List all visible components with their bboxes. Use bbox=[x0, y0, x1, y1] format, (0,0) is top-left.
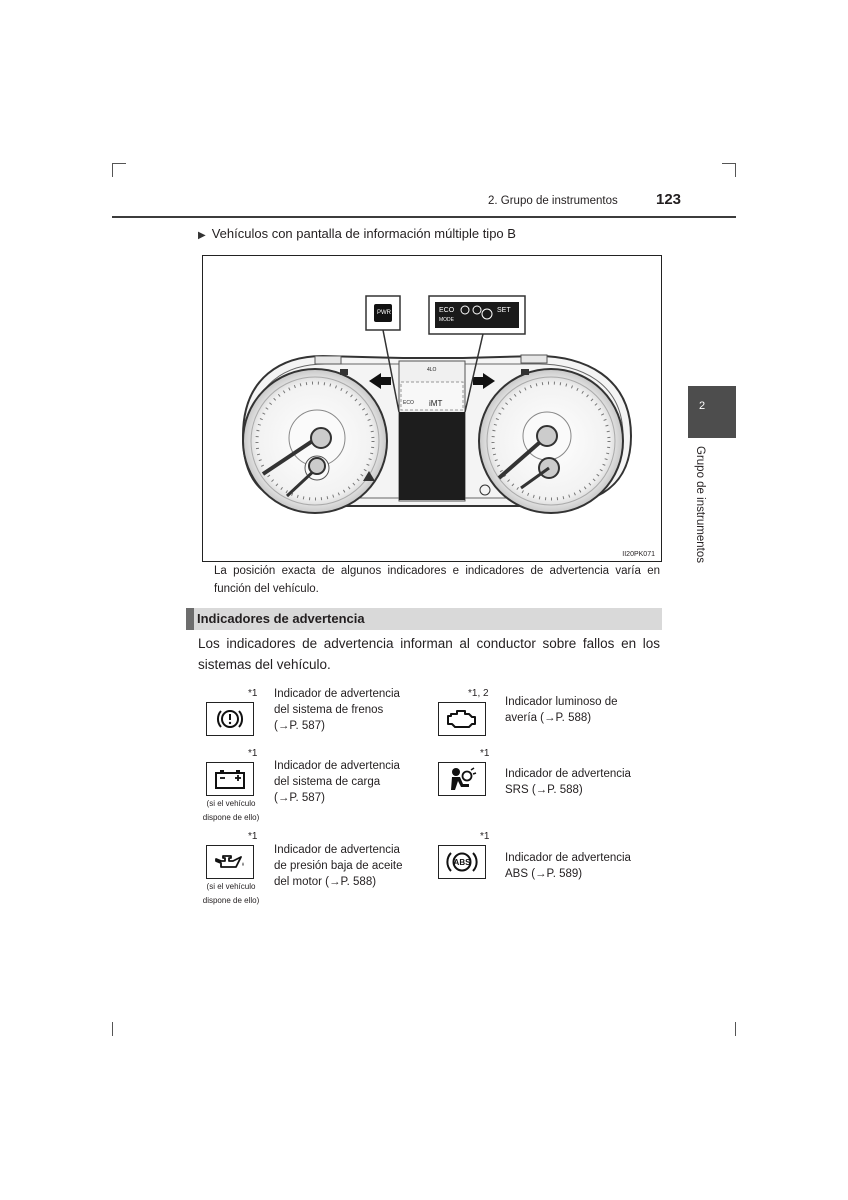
footnote-ref: *1 bbox=[248, 831, 258, 842]
mode-label: MODE bbox=[439, 317, 454, 323]
condition-note: (si el vehículo dispone de ello) bbox=[202, 882, 260, 905]
crop-mark bbox=[112, 163, 126, 164]
check-engine-box bbox=[438, 702, 486, 736]
footnote-ref: *1 bbox=[248, 748, 258, 759]
brake-warning-box bbox=[206, 702, 254, 736]
section-bar-edge bbox=[186, 608, 194, 630]
set-label: SET bbox=[497, 307, 511, 314]
header-rule bbox=[112, 216, 736, 218]
subheading: ▶ Vehículos con pantalla de información múltiple tipo B bbox=[198, 226, 516, 241]
chapter-number: 2 bbox=[698, 400, 706, 412]
indicator-text-brake: Indicador de advertencia del sistema de frenos (→P. 587) bbox=[274, 688, 400, 732]
abs-icon bbox=[445, 849, 479, 875]
oil-pressure-box bbox=[206, 845, 254, 879]
footnote-ref: *1 bbox=[248, 688, 258, 699]
brake-warning-icon bbox=[215, 706, 245, 732]
eco-label-small: ECO bbox=[403, 400, 414, 406]
figure-code: II20PK071 bbox=[622, 551, 655, 558]
eco-label: ECO bbox=[439, 307, 455, 314]
imt-label: iMT bbox=[429, 399, 443, 408]
crop-mark bbox=[735, 163, 736, 177]
battery-icon bbox=[213, 767, 247, 791]
triangle-bullet-icon: ▶ bbox=[198, 230, 206, 241]
crop-mark bbox=[735, 1022, 736, 1036]
instrument-cluster-illustration bbox=[203, 256, 661, 561]
chapter-label: Grupo de instrumentos bbox=[694, 446, 706, 563]
footnote-ref: *1 bbox=[480, 748, 490, 759]
battery-box bbox=[206, 762, 254, 796]
indicator-text-srs: Indicador de advertencia SRS (→P. 588) bbox=[505, 768, 631, 796]
crop-mark bbox=[112, 163, 113, 177]
intro-paragraph: Los indicadores de advertencia informan al conductor sobre fallos en los sistemas del vehículo. bbox=[198, 636, 660, 672]
indicator-text-abs: Indicador de advertencia ABS (→P. 589) bbox=[505, 852, 631, 880]
instrument-cluster-figure bbox=[202, 255, 662, 562]
crop-mark bbox=[722, 163, 736, 164]
pwr-label: PWR bbox=[377, 310, 391, 316]
figure-caption: La posición exacta de algunos indicadores e indicadores de advertencia varía en función del vehículo. bbox=[214, 565, 660, 595]
condition-note: (si el vehículo dispone de ello) bbox=[202, 799, 260, 822]
srs-box bbox=[438, 762, 486, 796]
indicator-text-oil: Indicador de advertencia de presión baja de aceite del motor (→P. 588) bbox=[274, 844, 403, 888]
indicator-text-battery: Indicador de advertencia del sistema de carga (→P. 587) bbox=[274, 760, 400, 804]
chapter-tab bbox=[688, 386, 736, 438]
crop-mark bbox=[112, 1022, 113, 1036]
check-engine-icon bbox=[445, 708, 479, 730]
abs-icon-label: ABS bbox=[453, 858, 471, 867]
srs-airbag-icon bbox=[447, 766, 477, 792]
page-number: 123 bbox=[656, 191, 682, 208]
abs-box bbox=[438, 845, 486, 879]
indicator-text-check-engine: Indicador luminoso de avería (→P. 588) bbox=[505, 696, 618, 724]
oil-pressure-icon bbox=[213, 852, 247, 872]
footnote-ref: *1 bbox=[480, 831, 490, 842]
section-title: Indicadores de advertencia bbox=[197, 611, 365, 626]
running-header: 2. Grupo de instrumentos bbox=[488, 195, 618, 207]
four-lo-label: 4LO bbox=[427, 367, 437, 373]
footnote-ref: *1, 2 bbox=[468, 688, 489, 699]
